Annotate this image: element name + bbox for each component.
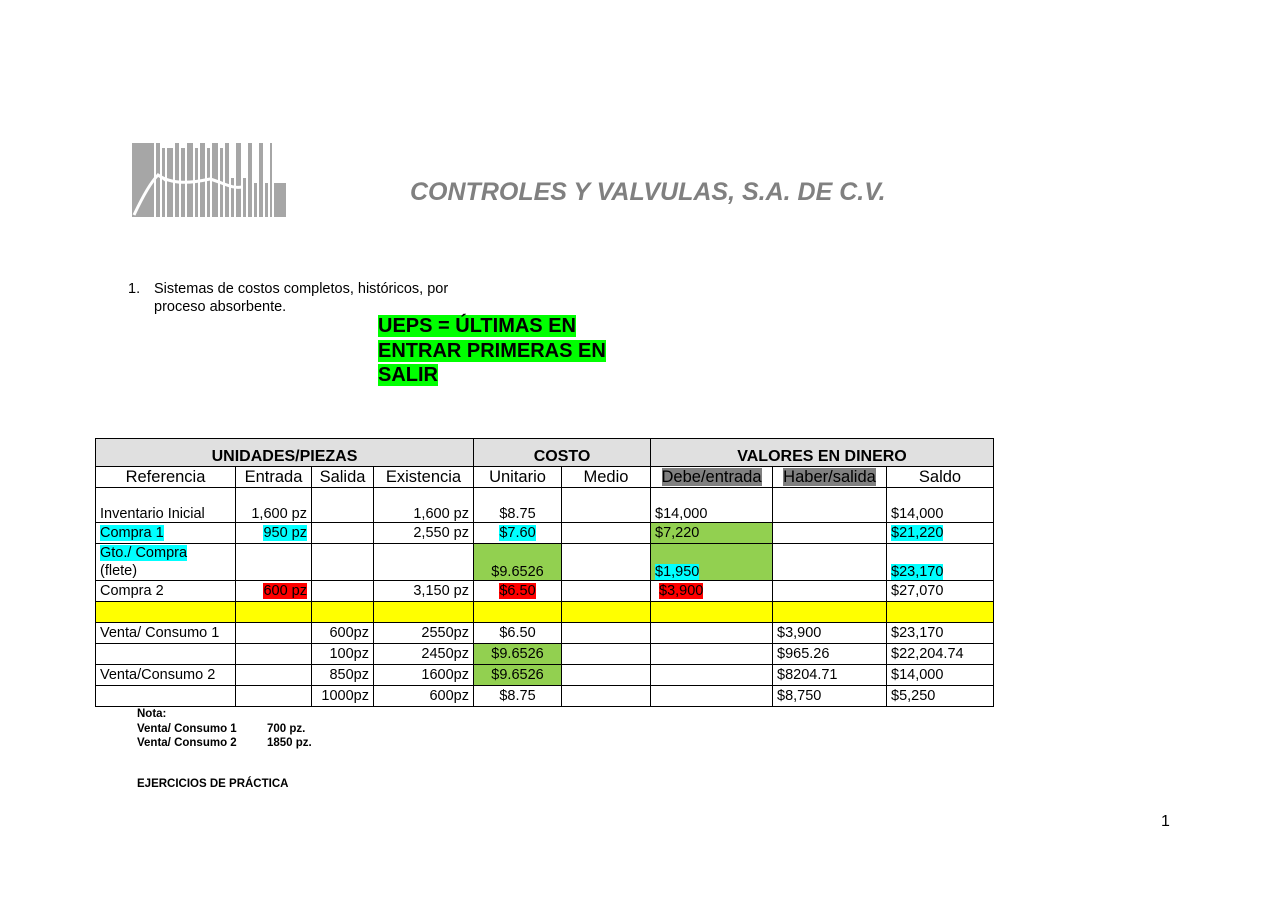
group-header-cost: COSTO (474, 439, 651, 467)
cell-referencia-subtext: (flete) (100, 563, 138, 579)
cell-unitario: $6.50 (474, 623, 562, 644)
cell-salida (312, 523, 374, 544)
cell-existencia: 2450pz (374, 644, 474, 665)
col-header-debe-text: Debe/entrada (661, 467, 762, 486)
cell-unitario (474, 523, 562, 544)
cell-entrada (236, 544, 312, 581)
empty-cell (96, 602, 236, 623)
cell-haber (773, 544, 887, 581)
cell-referencia: Inventario Inicial (96, 488, 236, 523)
col-header-referencia: Referencia (96, 467, 236, 488)
cell-debe (651, 644, 773, 665)
cell-haber (773, 581, 887, 602)
separator-row (96, 602, 994, 623)
cell-haber: $8,750 (773, 686, 887, 707)
inventory-table (95, 438, 994, 707)
cell-unitario-text: $6.50 (499, 583, 536, 599)
company-logo (132, 143, 286, 217)
empty-cell (374, 602, 474, 623)
cell-existencia: 1600pz (374, 665, 474, 686)
cell-referencia: Compra 2 (96, 581, 236, 602)
cell-haber: $965.26 (773, 644, 887, 665)
table-row (96, 644, 994, 665)
cell-entrada (236, 523, 312, 544)
cell-referencia (96, 544, 236, 581)
cell-existencia (374, 544, 474, 581)
cell-debe (651, 686, 773, 707)
col-header-entrada: Entrada (236, 467, 312, 488)
empty-cell (773, 602, 887, 623)
table-row (96, 665, 994, 686)
col-header-haber-text: Haber/salida (783, 467, 876, 486)
cell-saldo: $5,250 (887, 686, 994, 707)
cell-salida (312, 488, 374, 523)
cell-haber: $3,900 (773, 623, 887, 644)
cell-saldo-text: $21,220 (891, 525, 944, 541)
cell-debe-text: $1,950 (655, 564, 700, 580)
cell-unitario: $9.6526 (474, 544, 562, 581)
cell-referencia-text: Compra 1 (100, 525, 164, 541)
cell-entrada-text: 600 pz (263, 583, 307, 599)
cell-debe-text: $3,900 (659, 583, 704, 599)
cell-unitario: $9.6526 (474, 665, 562, 686)
table-row (96, 523, 994, 544)
cell-saldo (887, 523, 994, 544)
cell-unitario: $8.75 (474, 686, 562, 707)
cell-existencia: 2550pz (374, 623, 474, 644)
col-header-medio: Medio (562, 467, 651, 488)
page-number: 1 (1161, 813, 1170, 830)
table-row (96, 623, 994, 644)
empty-cell (236, 602, 312, 623)
cell-salida: 1000pz (312, 686, 374, 707)
empty-cell (312, 602, 374, 623)
cell-debe: $14,000 (651, 488, 773, 523)
empty-cell (562, 602, 651, 623)
cell-referencia (96, 686, 236, 707)
cell-entrada-text: 950 pz (263, 525, 307, 541)
cell-unitario (474, 581, 562, 602)
cell-debe (651, 581, 773, 602)
cell-entrada: 1,600 pz (236, 488, 312, 523)
cell-saldo: $14,000 (887, 488, 994, 523)
note-title: Nota: (137, 708, 167, 720)
col-header-saldo: Saldo (887, 467, 994, 488)
list-text: Sistemas de costos completos, históricos, por proceso absorbente. (154, 281, 449, 315)
cell-salida: 600pz (312, 623, 374, 644)
cell-saldo: $23,170 (887, 623, 994, 644)
cell-saldo: $27,070 (887, 581, 994, 602)
cell-medio (562, 523, 651, 544)
cell-entrada (236, 665, 312, 686)
table-row (96, 686, 994, 707)
cell-existencia: 1,600 pz (374, 488, 474, 523)
cell-existencia: 2,550 pz (374, 523, 474, 544)
cell-entrada (236, 686, 312, 707)
cell-saldo: $22,204.74 (887, 644, 994, 665)
cell-existencia: 600pz (374, 686, 474, 707)
note-block (137, 707, 312, 751)
cell-salida: 100pz (312, 644, 374, 665)
empty-cell (474, 602, 562, 623)
cell-medio (562, 686, 651, 707)
list-number: 1. (128, 281, 141, 297)
note-value: 1850 pz. (267, 737, 312, 749)
group-header-units: UNIDADES/PIEZAS (96, 439, 474, 467)
empty-cell (651, 602, 773, 623)
cell-entrada (236, 623, 312, 644)
note-line (137, 736, 312, 751)
col-header-salida: Salida (312, 467, 374, 488)
note-label: Venta/ Consumo 1 (137, 722, 237, 735)
cell-debe (651, 544, 773, 581)
cell-medio (562, 488, 651, 523)
cell-medio (562, 644, 651, 665)
cell-medio (562, 544, 651, 581)
cell-referencia (96, 644, 236, 665)
cell-salida: 850pz (312, 665, 374, 686)
col-header-unitario: Unitario (474, 467, 562, 488)
cell-saldo (887, 544, 994, 581)
cell-saldo: $14,000 (887, 665, 994, 686)
column-header-row (96, 467, 994, 488)
cell-referencia-text: Gto./ Compra (100, 545, 188, 561)
cell-medio (562, 665, 651, 686)
cell-salida (312, 581, 374, 602)
cell-medio (562, 623, 651, 644)
cell-haber (773, 488, 887, 523)
note-value: 700 pz. (267, 722, 306, 735)
cell-debe (651, 623, 773, 644)
cell-unitario-text: $7.60 (499, 525, 536, 541)
cell-debe: $7,220 (651, 523, 773, 544)
cell-entrada (236, 644, 312, 665)
cell-saldo-text: $23,170 (891, 564, 944, 580)
col-header-debe (651, 467, 773, 488)
table-row (96, 544, 994, 581)
cell-unitario: $8.75 (474, 488, 562, 523)
cell-debe (651, 665, 773, 686)
company-title: CONTROLES Y VALVULAS, S.A. DE C.V. (410, 178, 886, 206)
method-title (378, 314, 628, 388)
cell-entrada (236, 581, 312, 602)
method-title-text: UEPS = ÚLTIMAS EN ENTRAR PRIMERAS EN SALIR (378, 315, 606, 386)
col-header-haber (773, 467, 887, 488)
cell-haber (773, 523, 887, 544)
cell-medio (562, 581, 651, 602)
group-header-row (96, 439, 994, 467)
cell-referencia (96, 523, 236, 544)
cell-existencia: 3,150 pz (374, 581, 474, 602)
note-line (137, 722, 312, 737)
table-row (96, 488, 994, 523)
col-header-existencia: Existencia (374, 467, 474, 488)
table-row (96, 581, 994, 602)
cell-salida (312, 544, 374, 581)
cell-haber: $8204.71 (773, 665, 887, 686)
exercises-heading: EJERCICIOS DE PRÁCTICA (137, 778, 289, 790)
group-header-values: VALORES EN DINERO (651, 439, 994, 467)
empty-cell (887, 602, 994, 623)
cell-referencia: Venta/ Consumo 1 (96, 623, 236, 644)
note-label: Venta/ Consumo 2 (137, 737, 237, 749)
cell-unitario: $9.6526 (474, 644, 562, 665)
cell-referencia: Venta/Consumo 2 (96, 665, 236, 686)
